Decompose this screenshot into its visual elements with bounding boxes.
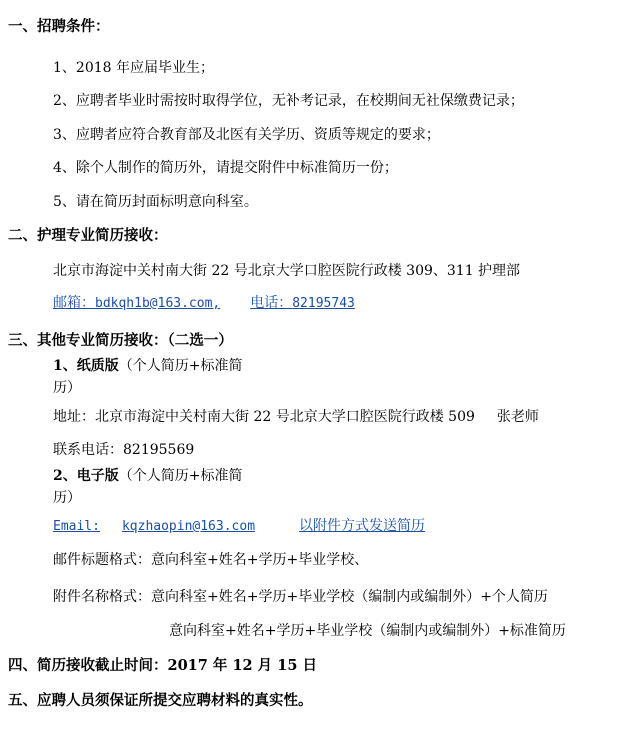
application-email-note: 以附件方式发送简历: [299, 518, 426, 534]
section-1-title: 一、招聘条件：: [8, 18, 110, 35]
nursing-phone-label: 电话：: [250, 295, 293, 311]
section-4-title: 四、简历接收截止时间：2017 年 12 月 15 日: [8, 657, 317, 674]
attachment-format-line: [53, 587, 548, 607]
email-subject-format: 邮件标题格式：意向科室+姓名+学历+毕业学校、: [53, 552, 369, 568]
application-email-label: Email:: [53, 519, 100, 534]
electronic-version-desc-cont: 历）: [53, 490, 81, 506]
section-3-title: 三、其他专业简历接收：（二选一）: [8, 332, 233, 349]
section-5-title: 五、应聘人员须保证所提交应聘材料的真实性。: [8, 692, 313, 709]
paper-version-desc-cont: 历）: [53, 380, 81, 396]
nursing-phone: 82195743: [292, 296, 355, 311]
nursing-address: 北京市海淀中关村南大街 22 号北京大学口腔医院行政楼 309、311 护理部: [53, 263, 521, 279]
paper-version-line: [53, 356, 242, 376]
attachment-format-1: 意向科室+姓名+学历+毕业学校（编制内或编制外）+个人简历: [151, 589, 548, 605]
condition-item-4: 4、除个人制作的简历外，请提交附件中标准简历一份；: [53, 160, 398, 176]
electronic-version-line: [53, 466, 242, 486]
condition-item-3: 3、应聘者应符合教育部及北医有关学历、资质等规定的要求；: [53, 127, 440, 143]
condition-item-1: 1、2018 年应届毕业生；: [53, 60, 214, 76]
nursing-email: bdkqh1b@163.com,: [95, 296, 221, 311]
paper-version-title: 1、纸质版: [53, 358, 119, 374]
attachment-format-label: 附件名称格式：: [53, 589, 151, 605]
paper-phone: 联系电话：82195569: [53, 442, 195, 458]
attachment-format-2: 意向科室+姓名+学历+毕业学校（编制内或编制外）+标准简历: [169, 623, 566, 639]
paper-version-desc: （个人简历+标准简: [118, 358, 243, 374]
electronic-version-title: 2、电子版: [53, 468, 119, 484]
application-email-link[interactable]: [53, 518, 425, 534]
nursing-contact-line: [53, 293, 355, 314]
nursing-email-label: 邮箱：: [53, 295, 95, 311]
paper-address-line: [53, 407, 539, 427]
contact-person: 张老师: [496, 409, 539, 425]
paper-address: 地址：北京市海淀中关村南大街 22 号北京大学口腔医院行政楼 509: [53, 409, 475, 425]
electronic-version-desc: （个人简历+标准简: [118, 468, 243, 484]
nursing-email-link[interactable]: [53, 295, 355, 311]
section-2-title: 二、护理专业简历接收：: [8, 227, 168, 244]
condition-item-5: 5、请在简历封面标明意向科室。: [53, 194, 258, 210]
application-email: kqzhaopin@163.com: [121, 519, 256, 534]
condition-item-2: 2、应聘者毕业时需按时取得学位，无补考记录，在校期间无社保缴费记录；: [53, 93, 524, 109]
email-line: [53, 516, 425, 537]
